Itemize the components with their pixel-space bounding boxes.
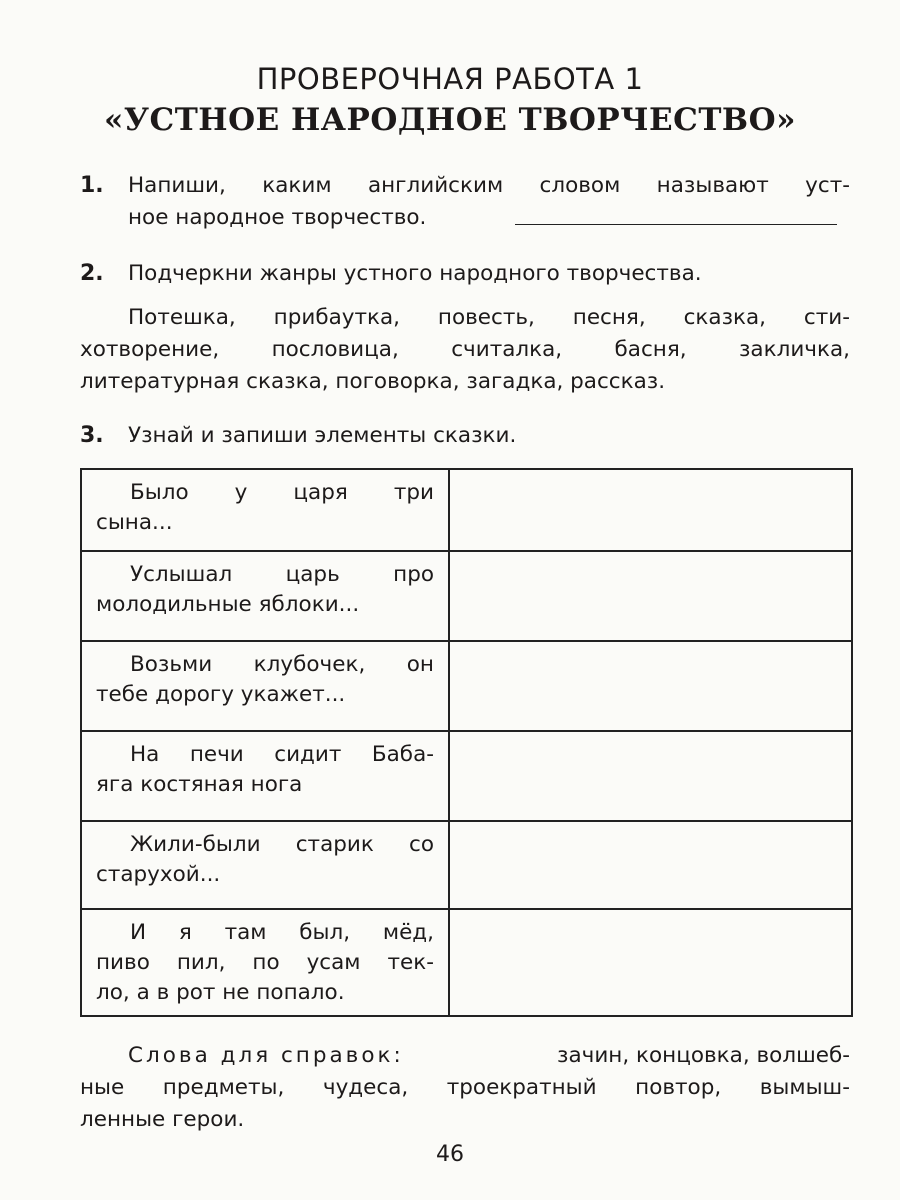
- task-number: 2.: [80, 261, 104, 286]
- hint-text: ные предметы, чудеса, троекратный повтор, вымыш-: [80, 1075, 850, 1100]
- answer-cell[interactable]: [449, 731, 852, 821]
- task-number: 3.: [80, 423, 104, 448]
- answer-cell[interactable]: [449, 469, 852, 551]
- title-line2: «УСТНОЕ НАРОДНОЕ ТВОРЧЕСТВО»: [104, 102, 796, 138]
- answer-line[interactable]: [515, 224, 837, 225]
- title-line1: ПРОВЕРОЧНАЯ РАБОТА 1: [256, 62, 644, 96]
- genre-list-line: хотворение, пословица, считалка, басня, закличка,: [80, 337, 850, 362]
- phrase-cell: Жили-были старик со старухой...: [81, 821, 449, 909]
- task-text: Напиши, каким английским словом называют уст-: [128, 173, 850, 198]
- hint-label: Слова для справок:: [128, 1043, 404, 1068]
- table-row: [81, 641, 852, 731]
- hint-text: зачин, концовка, волшеб-: [557, 1043, 850, 1068]
- page-number: 46: [436, 1142, 464, 1167]
- answer-cell[interactable]: [449, 909, 852, 1016]
- hint-text: ленные герои.: [80, 1107, 245, 1132]
- phrase-cell: На печи сидит Баба- яга костяная нога: [81, 731, 449, 821]
- phrase-cell: Было у царя три сына...: [81, 469, 449, 551]
- phrase-cell: И я там был, мёд, пиво пил, по усам тек- ло, а в рот не попало.: [81, 909, 449, 1016]
- phrase-cell: Услышал царь про молодильные яблоки...: [81, 551, 449, 641]
- genre-list-line: Потешка, прибаутка, повесть, песня, сказка, сти-: [128, 305, 850, 330]
- table-row: [81, 551, 852, 641]
- fairy-tale-elements-table: [80, 468, 853, 1017]
- table-row: [81, 731, 852, 821]
- table-row: [81, 909, 852, 1016]
- answer-cell[interactable]: [449, 551, 852, 641]
- task-text: Узнай и запиши элементы сказки.: [128, 423, 517, 448]
- phrase-cell: Возьми клубочек, он тебе дорогу укажет...: [81, 641, 449, 731]
- task-text: Подчеркни жанры устного народного творчества.: [128, 261, 702, 286]
- task-number: 1.: [80, 173, 104, 198]
- answer-cell[interactable]: [449, 641, 852, 731]
- table-row: [81, 821, 852, 909]
- task-text: ное народное творчество.: [128, 205, 427, 230]
- answer-cell[interactable]: [449, 821, 852, 909]
- table-row: [81, 469, 852, 551]
- genre-list-line: литературная сказка, поговорка, загадка, рассказ.: [80, 369, 666, 394]
